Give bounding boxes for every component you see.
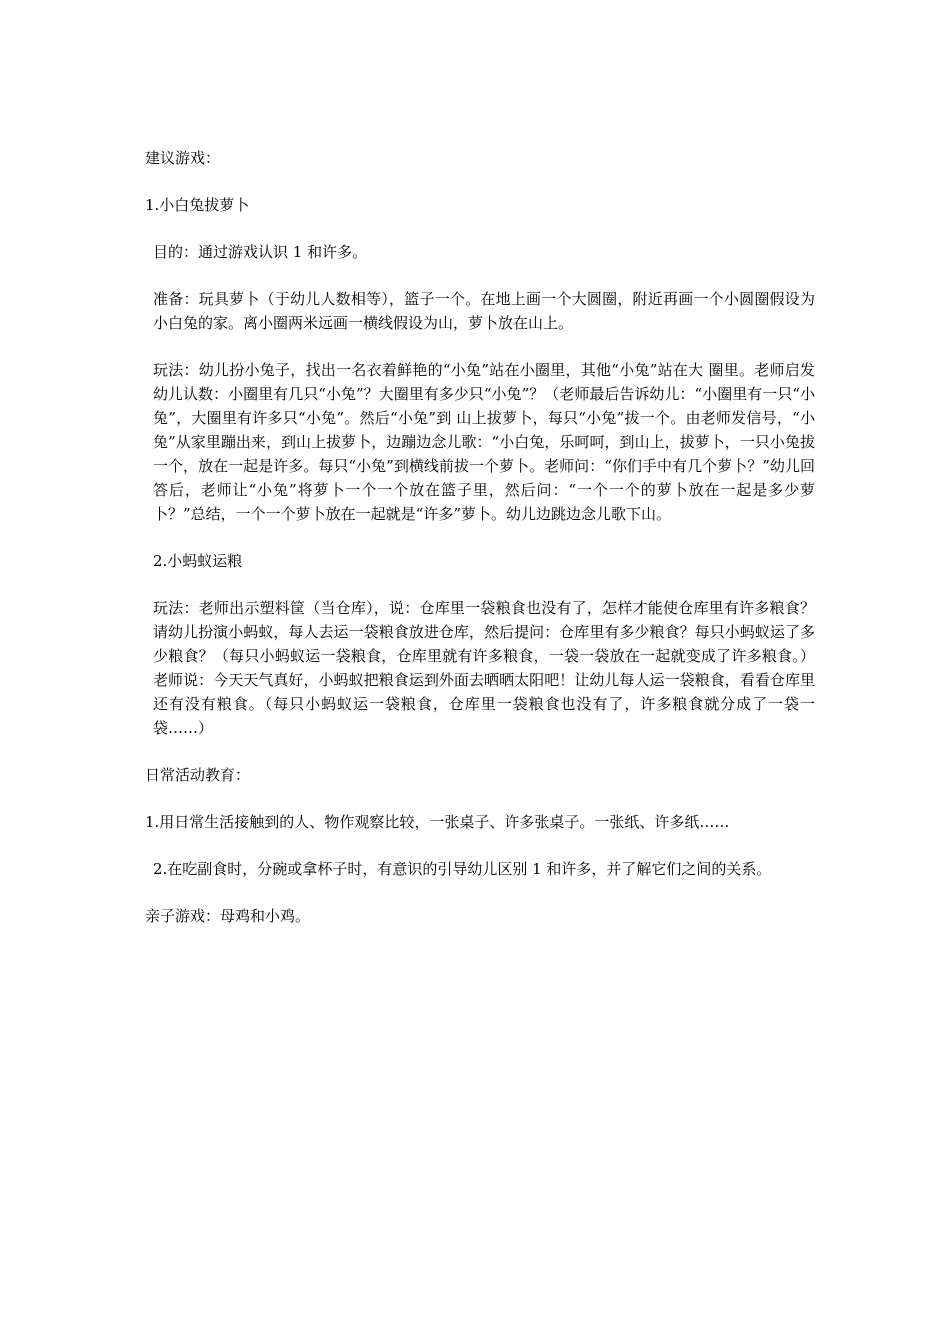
suggested-games-heading: 建议游戏： xyxy=(145,149,221,167)
daily-item-2: 2.在吃副食时，分碗或拿杯子时，有意识的引导幼儿区别 1 和许多，并了解它们之间的关系。 xyxy=(153,860,772,878)
game2-play: 玩法：老师出示塑料筐（当仓库），说：仓库里一袋粮食也没有了，怎样才能使仓库里有许多粮食？请幼儿扮演小蚂蚁，每人去运一袋粮食放进仓库，然后提问：仓库里有多少粮食？每只小蚂蚁运了多少粮食？（每只小蚂蚁运一袋粮食，仓库里就有许多粮食，一袋一袋放在一起就变成了许多粮食。）老师说：今天天气真好，小蚂蚁把粮食运到外面去晒晒太阳吧！让幼儿每人运一袋粮食，看看仓库里还有没有粮食。（每只小蚂蚁运一袋粮食，仓库里一袋粮食也没有了，许多粮食就分成了一袋一袋……） xyxy=(153,599,815,737)
game1-purpose: 目的：通过游戏认识 1 和许多。 xyxy=(153,243,368,261)
game1-preparation: 准备：玩具萝卜（于幼儿人数相等），篮子一个。在地上画一个大圆圈，附近再画一个小圆圈假设为小白兔的家。离小圈两米远画一横线假设为山，萝卜放在山上。 xyxy=(153,290,815,332)
game1-title: 1.小白兔拔萝卜 xyxy=(145,196,250,214)
game1-play: 玩法：幼儿扮小兔子，找出一名衣着鲜艳的“小兔”站在小圈里，其他“小兔”站在大 圈里。老师启发幼儿认数：小圈里有几只“小兔”？大圈里有多少只“小兔”？（老师最后告诉幼儿：“小圈里有一只“小兔”，大圈里有许多只“小兔”。然后“小兔”到 山上拔萝卜，每只“小兔”拔一个。由老师发信号，“小兔”从家里蹦出来，到山上拔萝卜，边蹦边念儿歌：“小白兔，乐呵呵，到山上，拔萝卜，一只小兔拔一个，放在一起是许多。每只“小兔”到横线前拔一个萝卜。老师问：“你们手中有几个萝卜？”幼儿回答后，老师让“小兔”将萝卜一个一个放在篮子里，然后问：“一个一个的萝卜放在一起是多少萝卜？”总结，一个一个萝卜放在一起就是“许多”萝卜。幼儿边跳边念儿歌下山。 xyxy=(153,361,815,523)
daily-item-1: 1.用日常生活接触到的人、物作观察比较，一张桌子、许多张桌子。一张纸、许多纸…… xyxy=(145,813,730,831)
document-body xyxy=(145,146,815,951)
daily-activities-heading: 日常活动教育： xyxy=(145,766,251,784)
game2-title: 2.小蚂蚁运粮 xyxy=(153,552,243,570)
parent-child-game: 亲子游戏：母鸡和小鸡。 xyxy=(145,907,311,925)
